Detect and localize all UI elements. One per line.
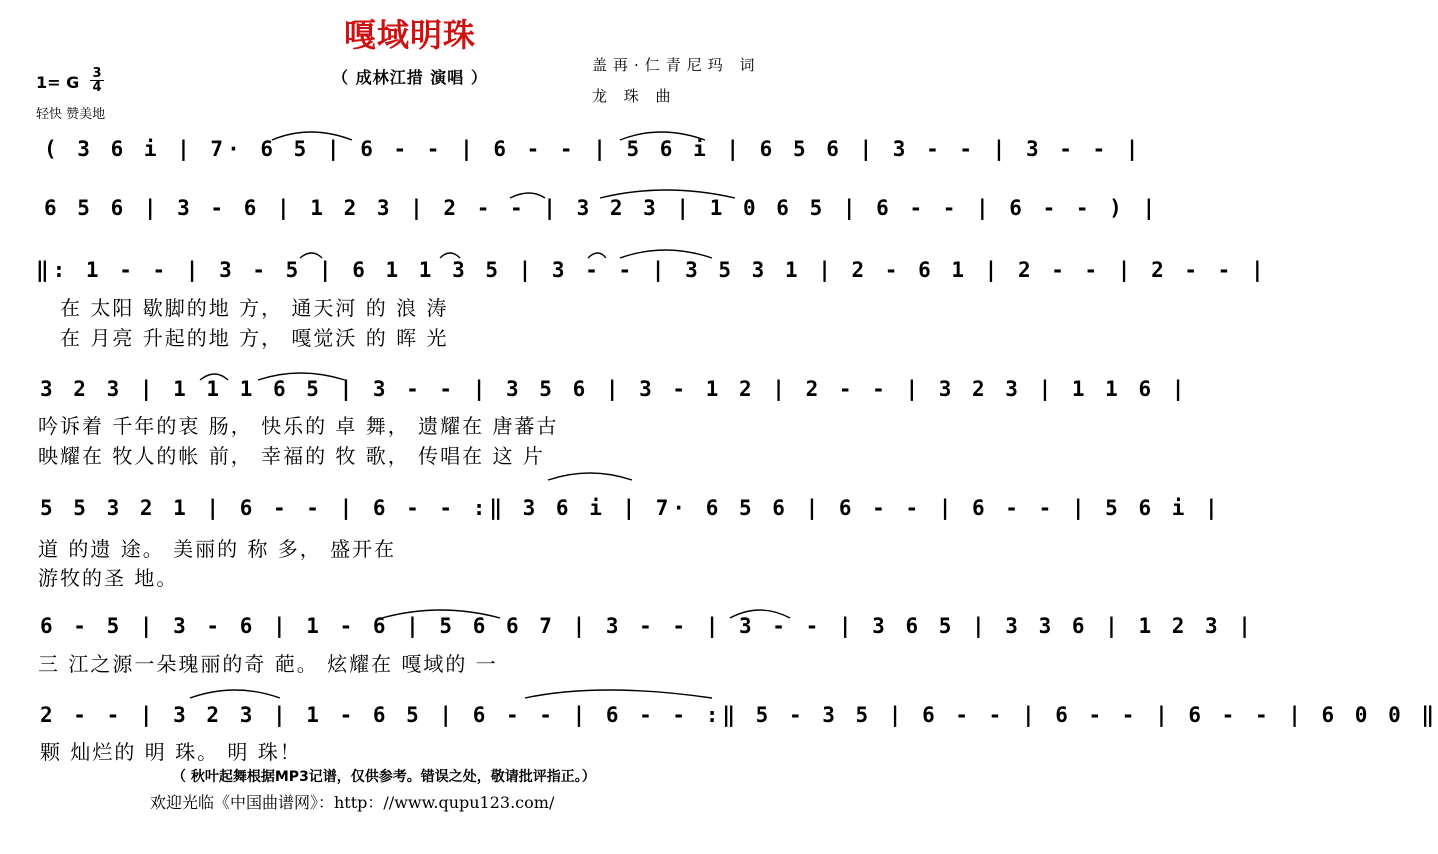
score-row-2: 6 5 6 | 3 - 6 | 1 2 3 | 2 - - | 3 2 3 | 1 0 6 5 | 6 - - | 6 - - ) | <box>44 196 1160 220</box>
tempo-marking: 轻快 赞美地 <box>36 107 106 122</box>
lyric-row-7: 颗 灿烂的 明 珠。 明 珠！ <box>40 740 302 764</box>
lyric-row-4-verse-2: 映耀在 牧人的帐 前， 幸福的 牧 歌， 传唱在 这 片 <box>38 444 545 468</box>
time-signature-bottom: 4 <box>92 80 102 95</box>
score-row-4: 3 2 3 | 1 1 1 6 5 | 3 - - | 3 5 6 | 3 - 1 2 | 2 - - | 3 2 3 | 1 1 6 | <box>40 377 1189 401</box>
lyric-row-5-verse-2: 游牧的圣 地。 <box>38 566 179 590</box>
score-row-6: 6 - 5 | 3 - 6 | 1 - 6 | 5 6 6 7 | 3 - - | 3 - - | 3 6 5 | 3 3 6 | 1 2 3 | <box>40 614 1255 638</box>
score-row-1: ( 3 6 i | 7· 6 5 | 6 - - | 6 - - | 5 6 i | 6 5 6 | 3 - - | 3 - - | <box>44 137 1143 161</box>
transcription-note: （ 秋叶起舞根据MP3记谱，仅供参考。错误之处，敬请批评指正。） <box>172 769 596 785</box>
score-row-5: 5 5 3 2 1 | 6 - - | 6 - - :‖ 3 6 i | 7· 6 5 6 | 6 - - | 6 - - | 5 6 i | <box>40 496 1222 520</box>
performer-line: （ 成林江措 演唱 ） <box>332 68 488 87</box>
lyric-row-3-verse-1: 在 太阳 歇脚的地 方， 通天河 的 浪 涛 <box>60 296 449 320</box>
site-footer: 欢迎光临《中国曲谱网》：http：//www.qupu123.com/ <box>150 793 555 812</box>
lyric-row-6: 三 江之源一朵瑰丽的奇 葩。 炫耀在 嘎域的 一 <box>38 652 498 676</box>
lyric-row-3-verse-2: 在 月亮 升起的地 方， 嘎觉沃 的 晖 光 <box>60 326 449 350</box>
lyric-row-4-verse-1: 吟诉着 千年的衷 肠， 快乐的 卓 舞， 遗耀在 唐蕃古 <box>38 414 559 438</box>
composer-credit: 龙 珠 曲 <box>592 87 677 105</box>
score-row-3: ‖: 1 - - | 3 - 5 | 6 1 1 3 5 | 3 - - | 3 5 3 1 | 2 - 6 1 | 2 - - | 2 - - | <box>36 258 1268 282</box>
key-signature: 1= G <box>36 73 80 92</box>
lyricist-credit: 盖再·仁青尼玛 词 <box>592 56 761 74</box>
song-title: 嘎域明珠 <box>343 16 476 54</box>
time-signature-top: 3 <box>90 67 104 81</box>
score-row-7: 2 - - | 3 2 3 | 1 - 6 5 | 6 - - | 6 - - :‖ 5 - 3 5 | 6 - - | 6 - - | 6 - - | 6 0 0 ‖ <box>40 703 1438 727</box>
lyric-row-5-verse-1: 道 的遗 途。 美丽的 称 多， 盛开在 <box>38 537 397 561</box>
